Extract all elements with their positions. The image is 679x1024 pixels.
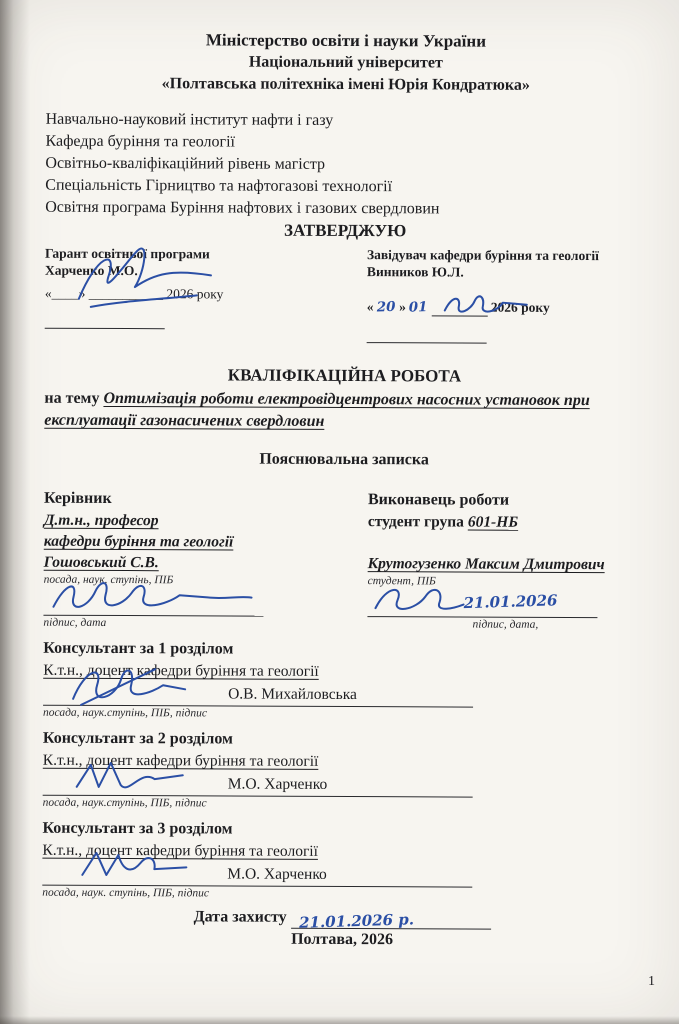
executor-group-label: студент група	[367, 513, 464, 531]
handwritten-defense-date: 21.01.2026 р.	[298, 910, 414, 932]
page-number: 1	[648, 974, 655, 989]
supervisor-position-line2: кафедри буріння та геології	[43, 532, 234, 551]
institute-line: Навчально-науковий інститут нафти і газу	[45, 110, 334, 129]
supervisor-block	[43, 488, 344, 631]
book-spine-shadow	[0, 0, 30, 1024]
speciality-line: Спеціальність Гірництво та нафтогазові технології	[45, 176, 393, 196]
defense-date-label: Дата захисту	[193, 908, 287, 926]
approval-section	[45, 245, 645, 345]
consultant-position: К.т.н., доцент кафедри буріння та геології	[43, 661, 319, 680]
subtitle: Пояснювальна записка	[259, 450, 429, 469]
quote-open: «	[366, 299, 374, 315]
approval-left-date-line: «____» ___________ 2026 року	[45, 285, 345, 303]
supervisor-name: Гошовський С.В.	[43, 553, 159, 572]
approval-left-name: Харченко М.О.	[44, 262, 138, 279]
handwritten-month: 01	[408, 299, 429, 316]
executor-caption-sign: підпис, дата,	[472, 618, 539, 631]
people-section	[43, 488, 644, 633]
approval-right-sign-line	[367, 326, 487, 344]
supervisor-heading: Керівник	[43, 489, 112, 507]
executor-group-value: 601-НБ	[467, 513, 519, 531]
page-bottom-shadow	[0, 1016, 679, 1024]
supervisor-caption-position: посада, наук. ступінь, ПІБ	[43, 573, 174, 587]
consultant-heading: Консультант за 2 розділом	[42, 729, 234, 748]
approval-right-role: Завідувач кафедри буріння та геології	[366, 247, 599, 264]
consultant-heading: Консультант за 3 розділом	[42, 819, 233, 838]
handwritten-exec-date: 21.01.2026	[463, 591, 558, 613]
department-line: Кафедра буріння та геології	[45, 132, 236, 151]
consultant-name: М.О. Харченко	[227, 775, 328, 793]
approval-right-year: 2026 року	[490, 299, 550, 315]
defense-date-blank	[291, 910, 491, 930]
month-blank	[431, 299, 487, 316]
defense-date-line	[42, 906, 642, 931]
approval-left-sign-line	[45, 312, 165, 330]
ministry-line: Міністерство освіти і науки України	[205, 30, 487, 51]
level-line: Освітньо-кваліфікаційний рівень магістр	[45, 154, 326, 173]
supervisor-position-line1: Д.т.н., професор	[43, 511, 159, 530]
approval-left-role: Гарант освітньої програми	[44, 245, 210, 262]
consultant-caption: посада, наук.ступінь, ПІБ, підпис	[43, 706, 207, 720]
executor-name: Крутогузенко Максим Дмитрович	[367, 555, 605, 574]
approval-right-name: Винников Ю.Л.	[366, 264, 464, 280]
approval-right	[367, 246, 645, 344]
consultant-block-2	[43, 728, 643, 813]
consultant-block-3	[42, 818, 642, 903]
university-line1: Національний університет	[248, 53, 443, 72]
approve-heading: ЗАТВЕРДЖУЮ	[283, 220, 407, 241]
program-line: Освітня програма Буріння нафтових і газових свердловин	[45, 198, 440, 218]
consultant-position: К.т.н., доцент кафедри буріння та геології	[42, 751, 319, 770]
consultant-block-1	[43, 638, 643, 723]
university-line2: «Полтавська політехніка імені Юрія Кондратюка»	[161, 75, 530, 94]
executor-sign-line	[367, 590, 597, 618]
executor-group-line	[368, 511, 644, 533]
theme-label: на тему	[44, 389, 100, 407]
handwritten-day: 20	[376, 298, 396, 316]
approval-right-date-line	[367, 298, 645, 317]
supervisor-sign-line	[43, 591, 263, 617]
approval-left	[45, 245, 345, 343]
consultant-sign-line	[43, 681, 473, 708]
executor-caption-name: студент, ПІБ	[367, 575, 436, 588]
executor-block	[367, 489, 644, 632]
quote-close: »	[399, 299, 406, 315]
page-content	[42, 29, 646, 953]
theme-paragraph	[44, 388, 644, 435]
work-type-title: КВАЛІФІКАЦІЙНА РОБОТА	[227, 365, 462, 386]
consultant-position: К.т.н., доцент кафедри буріння та геології	[42, 841, 318, 860]
consultant-caption: посада, наук. ступінь, ПІБ, підпис	[42, 886, 210, 900]
consultant-sign-line	[42, 861, 472, 888]
consultant-name: О.В. Михайловська	[228, 685, 357, 704]
theme-text-line1: Оптимізація роботи електровідцентрових насосних установок при	[103, 389, 590, 410]
city-year-line: Полтава, 2026	[291, 930, 394, 949]
consultant-name: М.О. Харченко	[227, 865, 327, 883]
consultant-heading: Консультант за 1 розділом	[43, 639, 234, 658]
consultant-sign-line	[43, 771, 473, 798]
supervisor-caption-sign: підпис, дата	[43, 616, 107, 629]
executor-heading: Виконавець роботи	[367, 491, 510, 509]
consultant-caption: посада, наук.ступінь, ПІБ, підпис	[42, 796, 207, 810]
theme-text-line2: експлуатації газонасичених свердловин	[44, 411, 325, 430]
